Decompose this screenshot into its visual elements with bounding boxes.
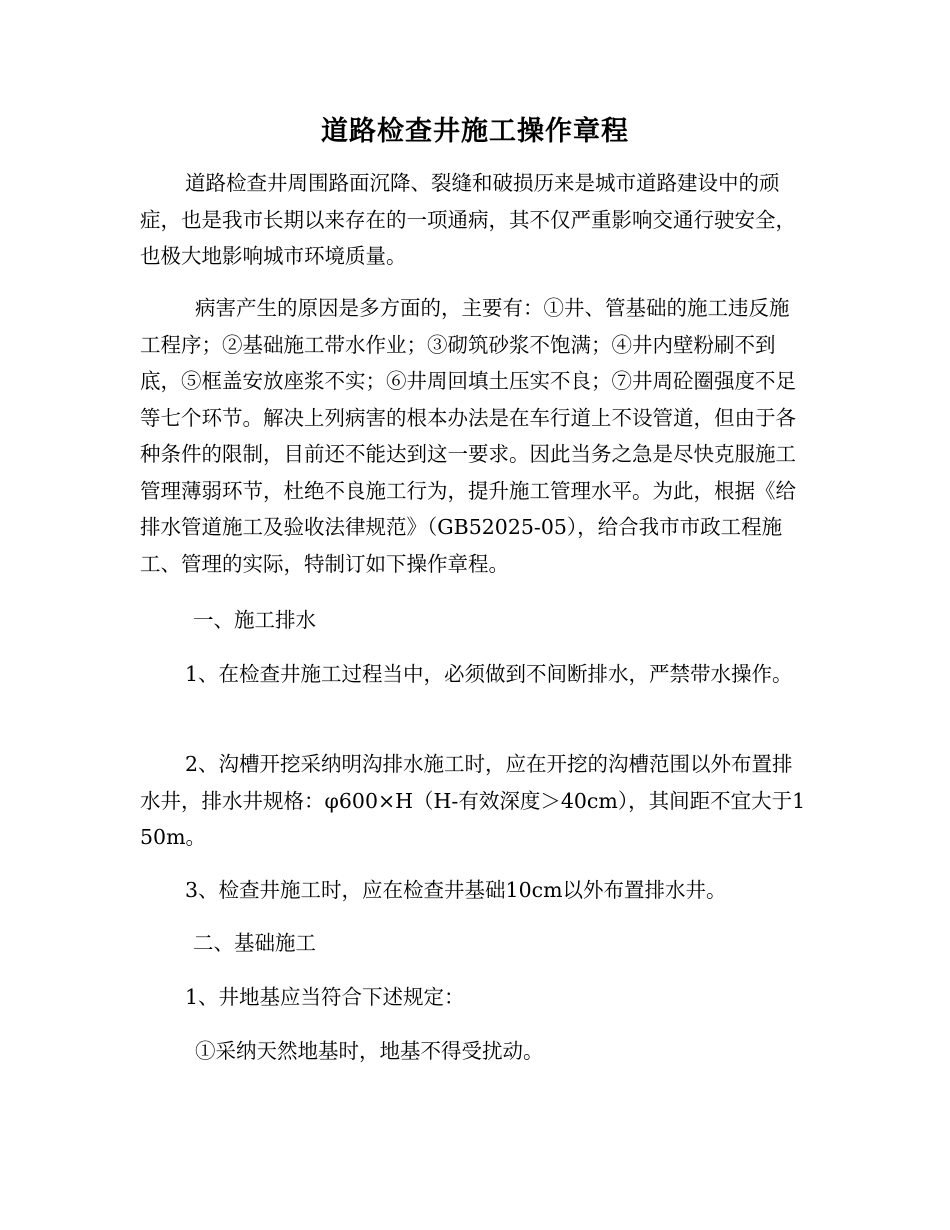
drainage-item-3: 3、检查井施工时，应在检查井基础10cm以外布置排水井。	[185, 878, 727, 902]
causes-paragraph: 病害产生的原因是多方面的，主要有：①井、管基础的施工违反施工程序；②基础施工带水作业；③砌筑砂浆不饱满；④井内壁粉刷不到底，⑤框盖安放座浆不实；⑥井周回填土压实不良；⑦井周砼圈强度不足等七个环节。解决上列病害的根本办法是在车行道上不设管道，但由于各种条件的限制，目前还不能达到这一要求。因此当务之急是尽快克服施工管理薄弱环节，杜绝不良施工行为，提升施工管理水平。为此，根据《给排水管道施工及验收法律规范》（GB52025-05），给合我市市政工程施工、管理的实际，特制订如下操作章程。	[140, 296, 796, 576]
drainage-item-2: 2、沟槽开挖采纳明沟排水施工时，应在开挖的沟槽范围以外布置排水井，排水井规格：φ600×H（H-有效深度＞40cm），其间距不宜大于150m。	[140, 752, 806, 849]
foundation-item-1a: ①采纳天然地基时，地基不得受扰动。	[195, 1039, 544, 1063]
intro-paragraph: 道路检查井周围路面沉降、裂缝和破损历来是城市道路建设中的顽症，也是我市长期以来存在的一项通病，其不仅严重影响交通行驶安全，也极大地影响城市环境质量。	[140, 171, 796, 268]
section-heading-drainage: 一、施工排水	[193, 608, 316, 632]
document-title: 道路检查井施工操作章程	[321, 116, 629, 147]
section-heading-foundation: 二、基础施工	[193, 931, 316, 955]
drainage-item-1: 1、在检查井施工过程当中，必须做到不间断排水，严禁带水操作。	[185, 662, 793, 686]
foundation-item-1: 1、井地基应当符合下述规定：	[185, 985, 465, 1009]
